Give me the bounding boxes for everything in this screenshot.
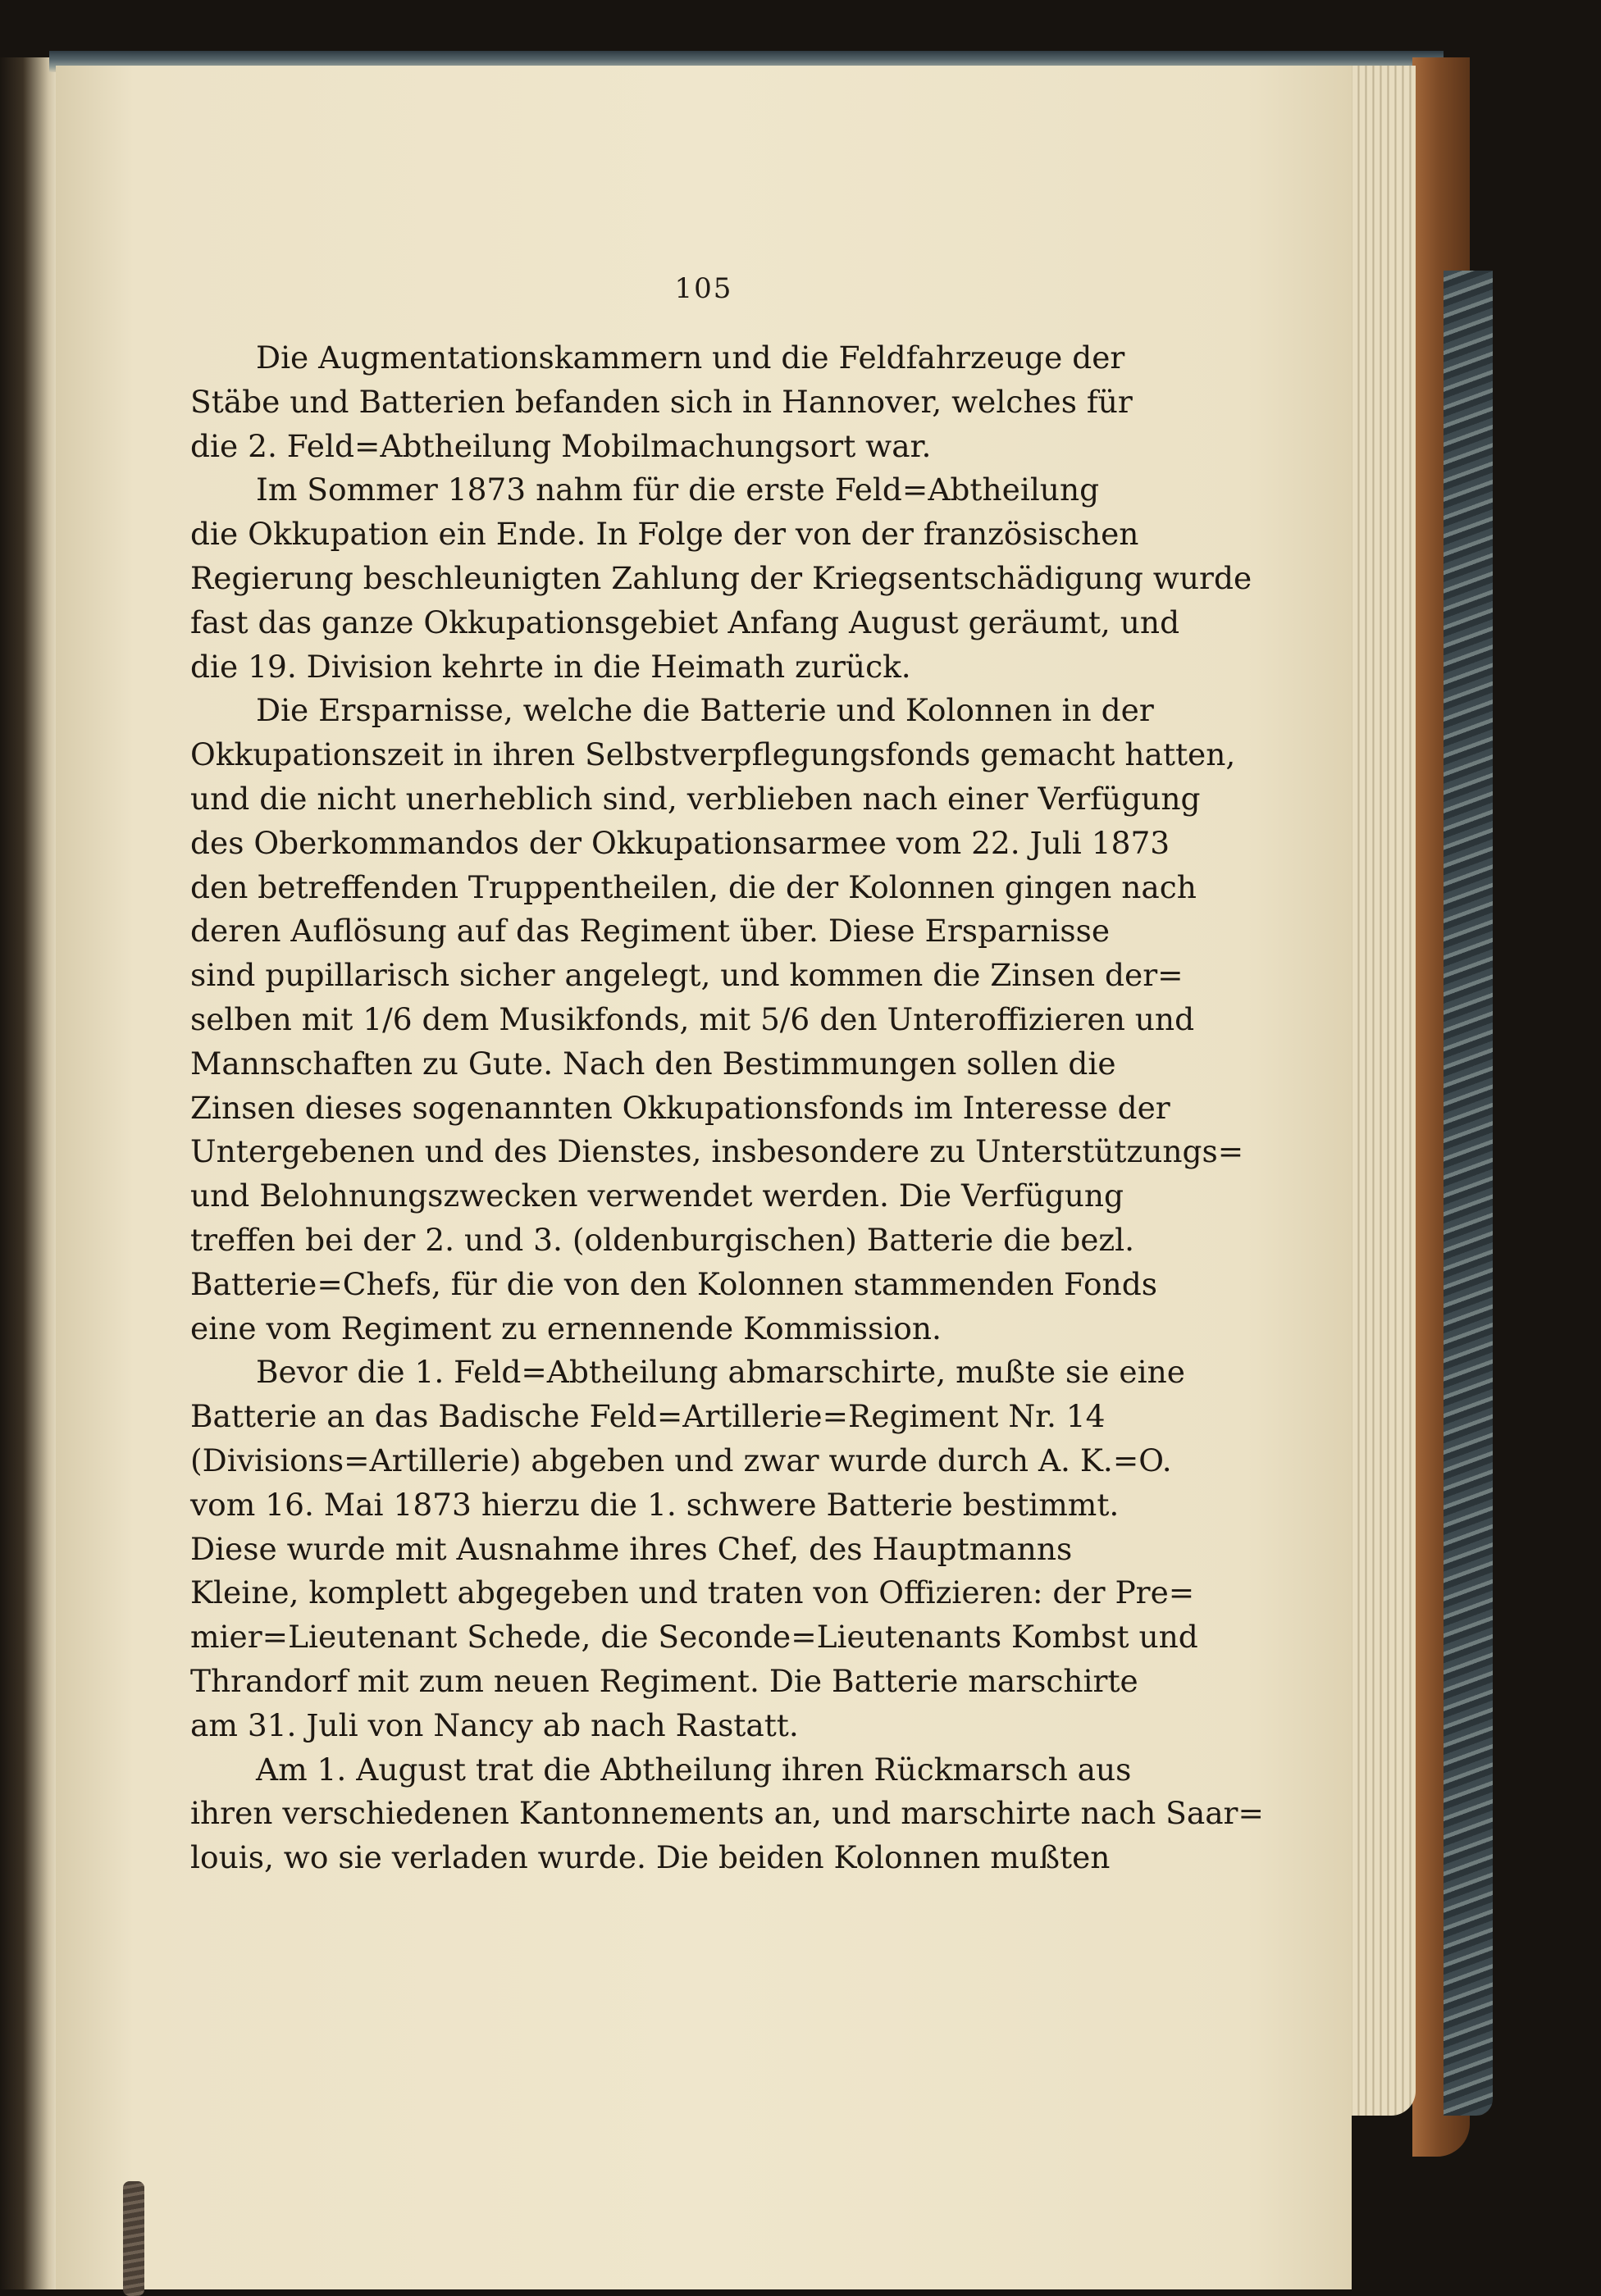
text-line: selben mit 1/6 dem Musikfonds, mit 5/6 den Unteroffizieren und	[190, 1000, 1195, 1037]
text-line: Stäbe und Batterien befanden sich in Hannover, welches für	[190, 383, 1133, 420]
text-line: louis, wo sie verladen wurde. Die beiden Kolonnen mußten	[190, 1839, 1111, 1876]
previous-page-edge	[0, 57, 57, 2289]
page-number: 105	[674, 272, 733, 305]
text-line: Untergebenen und des Dienstes, insbesondere zu Unterstützungs=	[190, 1133, 1244, 1170]
text-line: Batterie=Chefs, für die von den Kolonnen stammenden Fonds	[190, 1265, 1157, 1302]
text-line: Die Ersparnisse, welche die Batterie und Kolonnen in der	[256, 692, 1154, 729]
bookmark-ribbon	[123, 2181, 144, 2296]
marbled-endpaper	[1444, 271, 1493, 2116]
text-line: Regierung beschleunigten Zahlung der Kriegsentschädigung wurde	[190, 559, 1252, 596]
text-line: Kleine, komplett abgegeben und traten von Offizieren: der Pre=	[190, 1574, 1195, 1611]
text-line: deren Auflösung auf das Regiment über. Diese Ersparnisse	[190, 913, 1111, 950]
text-line: die 19. Division kehrte in die Heimath zurück.	[190, 648, 911, 685]
text-line: (Divisions=Artillerie) abgeben und zwar wurde durch A. K.=O.	[190, 1442, 1172, 1478]
page-block-edges	[1345, 66, 1416, 2116]
text-line: vom 16. Mai 1873 hierzu die 1. schwere Batterie bestimmt.	[190, 1486, 1120, 1523]
text-line: treffen bei der 2. und 3. (oldenburgischen) Batterie die bezl.	[190, 1221, 1135, 1258]
text-line: Zinsen dieses sogenannten Okkupationsfonds im Interesse der	[190, 1089, 1170, 1126]
text-line: am 31. Juli von Nancy ab nach Rastatt.	[190, 1706, 799, 1743]
text-line: ihren verschiedenen Kantonnements an, und marschirte nach Saar=	[190, 1795, 1264, 1832]
text-line: die Okkupation ein Ende. In Folge der von der französischen	[190, 516, 1139, 553]
text-line: mier=Lieutenant Schede, die Seconde=Lieutenants Kombst und	[190, 1619, 1198, 1656]
text-line: Bevor die 1. Feld=Abtheilung abmarschirte, mußte sie eine	[256, 1354, 1185, 1391]
text-line: sind pupillarisch sicher angelegt, und kommen die Zinsen der=	[190, 957, 1184, 994]
text-line: den betreffenden Truppentheilen, die der Kolonnen gingen nach	[190, 868, 1197, 905]
text-line: und Belohnungszwecken verwendet werden. Die Verfügung	[190, 1178, 1124, 1214]
text-line: Mannschaften zu Gute. Nach den Bestimmungen sollen die	[190, 1045, 1116, 1082]
text-line: eine vom Regiment zu ernennende Kommission.	[190, 1310, 942, 1346]
text-line: Am 1. August trat die Abtheilung ihren Rückmarsch aus	[256, 1751, 1132, 1788]
text-line: Die Augmentationskammern und die Feldfahrzeuge der	[256, 339, 1125, 376]
text-line: die 2. Feld=Abtheilung Mobilmachungsort war.	[190, 427, 932, 464]
body-text	[190, 336, 1264, 1880]
text-line: Im Sommer 1873 nahm für die erste Feld=Abtheilung	[256, 472, 1100, 508]
text-line: Okkupationszeit in ihren Selbstverpflegungsfonds gemacht hatten,	[190, 736, 1236, 773]
text-line: fast das ganze Okkupationsgebiet Anfang August geräumt, und	[190, 604, 1180, 640]
text-line: Batterie an das Badische Feld=Artillerie=Regiment Nr. 14	[190, 1398, 1106, 1435]
text-line: Diese wurde mit Ausnahme ihres Chef, des Hauptmanns	[190, 1530, 1073, 1567]
text-line: und die nicht unerheblich sind, verblieben nach einer Verfügung	[190, 780, 1201, 817]
text-line: Thrandorf mit zum neuen Regiment. Die Batterie marschirte	[190, 1662, 1138, 1699]
text-line: des Oberkommandos der Okkupationsarmee vom 22. Juli 1873	[190, 824, 1170, 861]
